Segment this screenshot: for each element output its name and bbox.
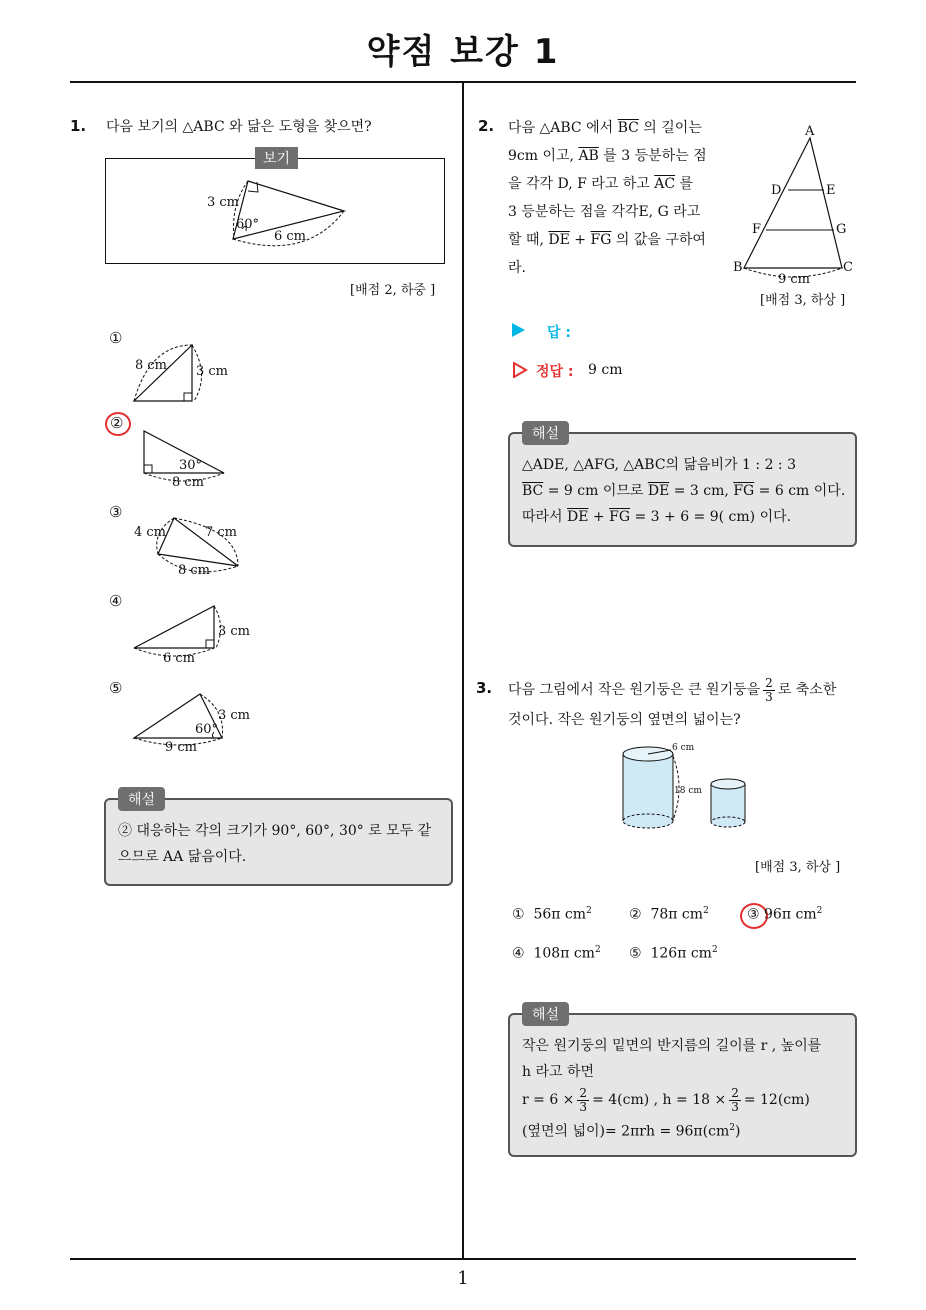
correct-arrow-icon — [512, 362, 528, 378]
q2-line-2: 9cm 이고, $\overline{AB}$ 를 3 등분하는 점 — [508, 148, 707, 164]
q3-figure-radius: 6 cm — [672, 743, 695, 753]
q2-explanation-box — [508, 432, 857, 547]
q2-line-6: 라. — [508, 260, 526, 276]
q1-choice-2-number[interactable]: ② — [110, 414, 124, 432]
page-number: 1 — [457, 1268, 469, 1289]
q2-correct-label: 정답 : — [536, 364, 574, 380]
answer-arrow-icon — [512, 323, 525, 337]
q1-example-angle: 60° — [236, 217, 260, 232]
q2-label-base: 9 cm — [778, 272, 811, 287]
q1-choice-3-label-c: 8 cm — [178, 563, 211, 578]
q3-explanation-line-3: r = 6 × $\frac{2}{3}$ = 4(cm) , h = 18 × $\frac{2}{3}$ = 12(cm) — [522, 1085, 810, 1114]
q1-explanation-line-1: ② 대응하는 각의 크기가 90°, 60°, 30° 로 모두 같 — [118, 823, 432, 839]
column-divider — [462, 82, 464, 1260]
q1-explanation-line-2: 으므로 AA 닮음이다. — [118, 849, 247, 865]
q1-choice-3-label-a: 4 cm — [134, 525, 167, 540]
q1-choice-2-label-b: 8 cm — [172, 475, 205, 490]
q3-choice-5[interactable]: ⑤ 126π $cm^2$ — [629, 945, 718, 962]
q1-choice-5-label-a: 3 cm — [218, 708, 251, 723]
q1-choice-1-number[interactable]: ① — [109, 329, 123, 347]
q1-choice-5-label-c: 9 cm — [165, 740, 198, 755]
q2-line-1: 다음 △ABC 에서 $\overline{BC}$ 의 길이는 — [508, 120, 702, 136]
q2-explanation-line-3: 따라서 $\overline{DE} + \overline{FG} = 3 + 6 = 9$( cm) 이다. — [522, 509, 792, 525]
q1-example-label: 보기 — [255, 147, 298, 169]
q1-number: 1. — [70, 117, 87, 135]
q2-number: 2. — [478, 117, 495, 135]
q3-explanation-line-4: (옆면의 넓이)= $2\pi rh = 96\pi(cm^2)$ — [522, 1123, 741, 1140]
q1-text: 다음 보기의 △ABC 와 닮은 도형을 찾으면? — [106, 119, 372, 135]
q1-example-box — [105, 158, 445, 264]
q2-text — [508, 114, 738, 282]
q1-example-triangle — [106, 159, 446, 265]
q2-label-d: D — [771, 183, 782, 198]
q3-explanation-line-1: 작은 원기둥의 밑면의 반지름의 길이를 r , 높이를 — [522, 1038, 822, 1054]
q1-choice-2-label-a: 30° — [179, 458, 203, 473]
q2-label-b: B — [733, 260, 743, 275]
q1-choice-3-label-b: 7 cm — [205, 525, 238, 540]
q3-number: 3. — [476, 679, 493, 697]
q2-correct-value: 9 cm — [588, 362, 623, 378]
q2-line-5: 할 때, $\overline{DE} + \overline{FG}$ 의 값을 구하여 — [508, 232, 706, 248]
q3-explanation-line-2: h 라고 하면 — [522, 1064, 595, 1080]
q3-choice-2[interactable]: ② 78π $cm^2$ — [629, 906, 709, 923]
q2-explanation-line-1: △ADE, △AFG, △ABC의 닮음비가 1 : 2 : 3 — [522, 457, 797, 473]
q2-line-3: 을 각각 D, F 라고 하고 $\overline{AC}$ 를 — [508, 176, 694, 192]
q2-explanation-line-2: $\overline{BC} = 9$ cm 이므로 $\overline{DE} = 3$ cm, $\overline{FG} = 6$ cm 이다. — [522, 483, 846, 499]
q3-choice-4[interactable]: ④ 108π $cm^2$ — [512, 945, 601, 962]
q1-explanation-box — [104, 798, 453, 886]
q3-fraction: $\frac{2}{3}$ — [765, 675, 773, 704]
q1-choice-4-label-a: 3 cm — [218, 624, 251, 639]
q2-label-f: F — [752, 222, 762, 237]
q2-score: [배점 3, 하상 ] — [760, 293, 846, 308]
q3-text-line-1: 다음 그림에서 작은 원기둥은 큰 원기둥을 $\frac{2}{3}$ 로 축소한 — [508, 675, 837, 704]
q3-score: [배점 3, 하상 ] — [755, 860, 841, 875]
q2-label-c: C — [843, 260, 853, 275]
q3-explanation-box — [508, 1013, 857, 1157]
q2-explanation-tab: 해설 — [522, 421, 569, 445]
q1-choice-1-label-b: 3 cm — [196, 364, 229, 379]
q2-label-g: G — [836, 222, 847, 237]
q3-choice-3[interactable]: ③ 96π $cm^2$ — [747, 906, 823, 923]
q1-example-side-a: 3 cm — [207, 195, 240, 210]
q2-label-a: A — [805, 124, 815, 139]
q1-choice-4-number[interactable]: ④ — [109, 592, 123, 610]
q1-choice-5-number[interactable]: ⑤ — [109, 679, 123, 697]
q1-example-side-b: 6 cm — [274, 229, 307, 244]
q2-answer-label: 답 : — [547, 325, 571, 341]
q1-choice-5-label-b: 60° — [195, 722, 219, 737]
q1-explanation-tab: 해설 — [118, 787, 165, 811]
q3-figure-height: 18 cm — [674, 786, 702, 796]
q1-choice-4-label-b: 6 cm — [163, 651, 196, 666]
q1-choice-1-label-a: 8 cm — [135, 358, 168, 373]
q2-line-4: 3 등분하는 점을 각각E, G 라고 — [508, 204, 701, 220]
q1-score: [배점 2, 하중 ] — [350, 283, 436, 298]
q3-choice-1[interactable]: ① 56π $cm^2$ — [512, 906, 592, 923]
page-title: 약점 보강 1 — [366, 32, 560, 72]
footer-rule — [70, 1258, 856, 1260]
q2-label-e: E — [826, 183, 836, 198]
q1-choice-3-number[interactable]: ③ — [109, 503, 123, 521]
q3-text-line-2: 것이다. 작은 원기둥의 옆면의 넓이는? — [508, 712, 741, 728]
q3-explanation-tab: 해설 — [522, 1002, 569, 1026]
